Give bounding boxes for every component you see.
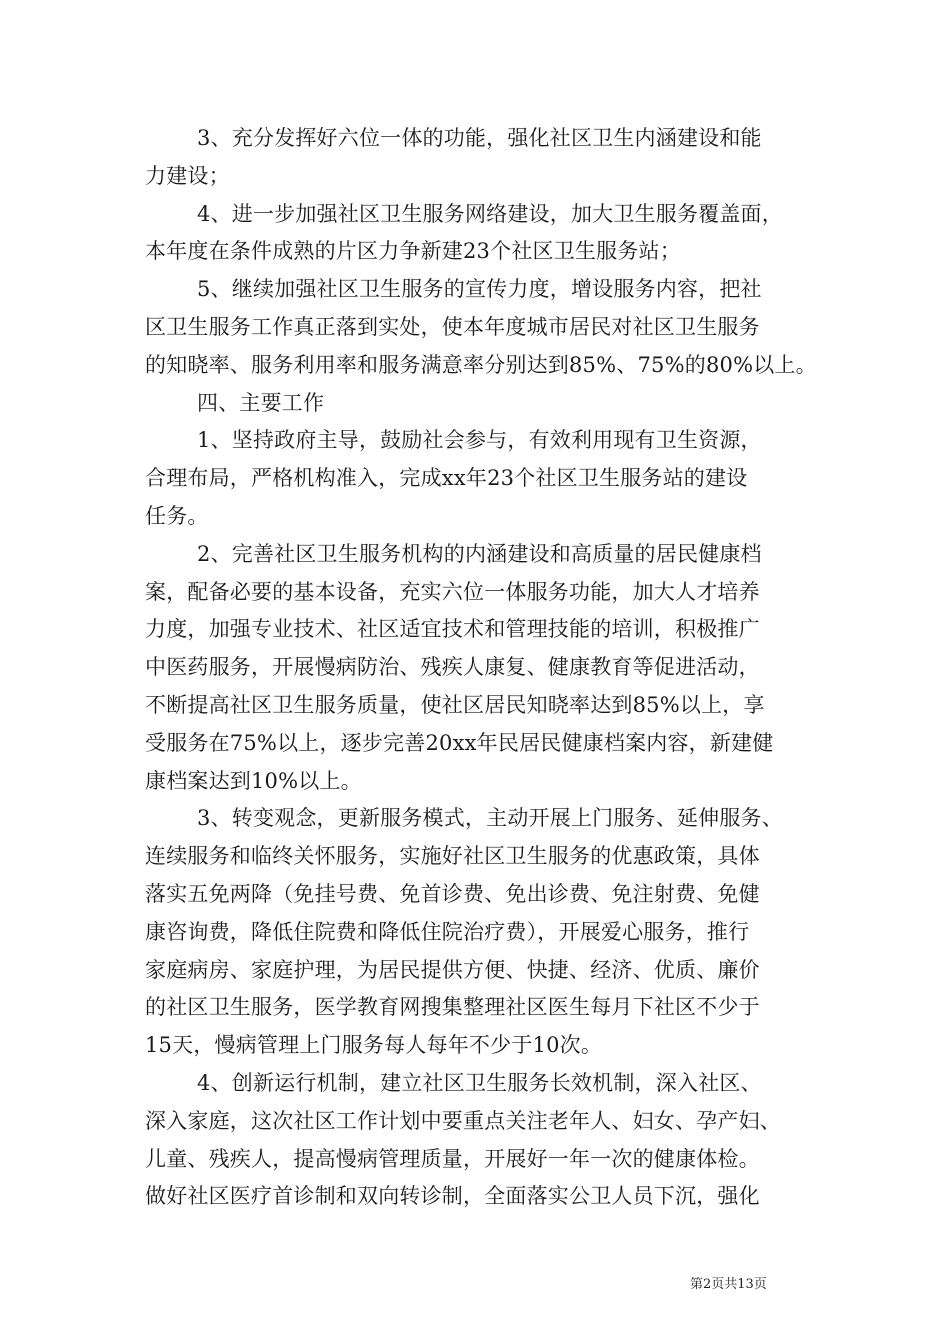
text-line: 康档案达到10%以上。 [145, 768, 362, 793]
text-line: 任务。 [145, 503, 209, 528]
document-body [145, 120, 815, 1216]
section-heading: 四、主要工作 [197, 390, 325, 415]
text-line: 深入家庭，这次社区工作计划中要重点关注老年人、妇女、孕产妇、 [145, 1108, 781, 1133]
text-line: 案，配备必要的基本设备，充实六位一体服务功能，加大人才培养 [145, 579, 760, 604]
text-line: 力建设； [145, 163, 230, 188]
text-line: 3、转变观念，更新服务模式，主动开展上门服务、延伸服务、 [197, 806, 783, 831]
text-line: 4、创新运行机制，建立社区卫生服务长效机制，深入社区、 [197, 1070, 762, 1095]
text-line: 4、进一步加强社区卫生服务网络建设，加大卫生服务覆盖面， [197, 201, 783, 226]
text-line: 中医药服务，开展慢病防治、残疾人康复、健康教育等促进活动， [145, 655, 760, 680]
text-line: 力度，加强专业技术、社区适宜技术和管理技能的培训，积极推广 [145, 617, 760, 642]
text-line: 儿童、残疾人，提高慢病管理质量，开展好一年一次的健康体检。 [145, 1146, 760, 1171]
text-line: 做好社区医疗首诊制和双向转诊制，全面落实公卫人员下沉，强化 [145, 1184, 760, 1209]
text-line: 2、完善社区卫生服务机构的内涵建设和高质量的居民健康档 [197, 541, 762, 566]
text-line: 区卫生服务工作真正落到实处，使本年度城市居民对社区卫生服务 [145, 314, 760, 339]
text-line: 的社区卫生服务，医学教育网搜集整理社区医生每月下社区不少于 [145, 995, 760, 1020]
text-line: 3、充分发挥好六位一体的功能，强化社区卫生内涵建设和能 [197, 126, 762, 150]
text-line: 5、继续加强社区卫生服务的宣传力度，增设服务内容，把社 [197, 277, 762, 302]
text-line: 本年度在条件成熟的片区力争新建23个社区卫生服务站； [145, 239, 681, 264]
text-line: 家庭病房、家庭护理，为居民提供方便、快捷、经济、优质、廉价 [145, 957, 760, 982]
text-line: 的知晓率、服务利用率和服务满意率分别达到85%、75%的80%以上。 [145, 352, 817, 377]
text-line: 1、坚持政府主导，鼓励社会参与，有效利用现有卫生资源， [197, 428, 762, 453]
page-number-footer: 第2页共13页 [690, 1277, 767, 1292]
text-line: 落实五免两降（免挂号费、免首诊费、免出诊费、免注射费、免健 [145, 881, 760, 906]
text-line: 受服务在75%以上，逐步完善20xx年民居民健康档案内容，新建健 [145, 730, 774, 755]
text-line: 合理布局，严格机构准入，完成xx年23个社区卫生服务站的建设 [145, 466, 748, 491]
text-line: 15天，慢病管理上门服务每人每年不少于10次。 [145, 1033, 603, 1058]
text-line: 康咨询费，降低住院费和降低住院治疗费），开展爱心服务，推行 [145, 919, 750, 944]
text-line: 不断提高社区卫生服务质量，使社区居民知晓率达到85%以上，享 [145, 692, 765, 717]
text-line: 连续服务和临终关怀服务，实施好社区卫生服务的优惠政策，具体 [145, 844, 760, 869]
